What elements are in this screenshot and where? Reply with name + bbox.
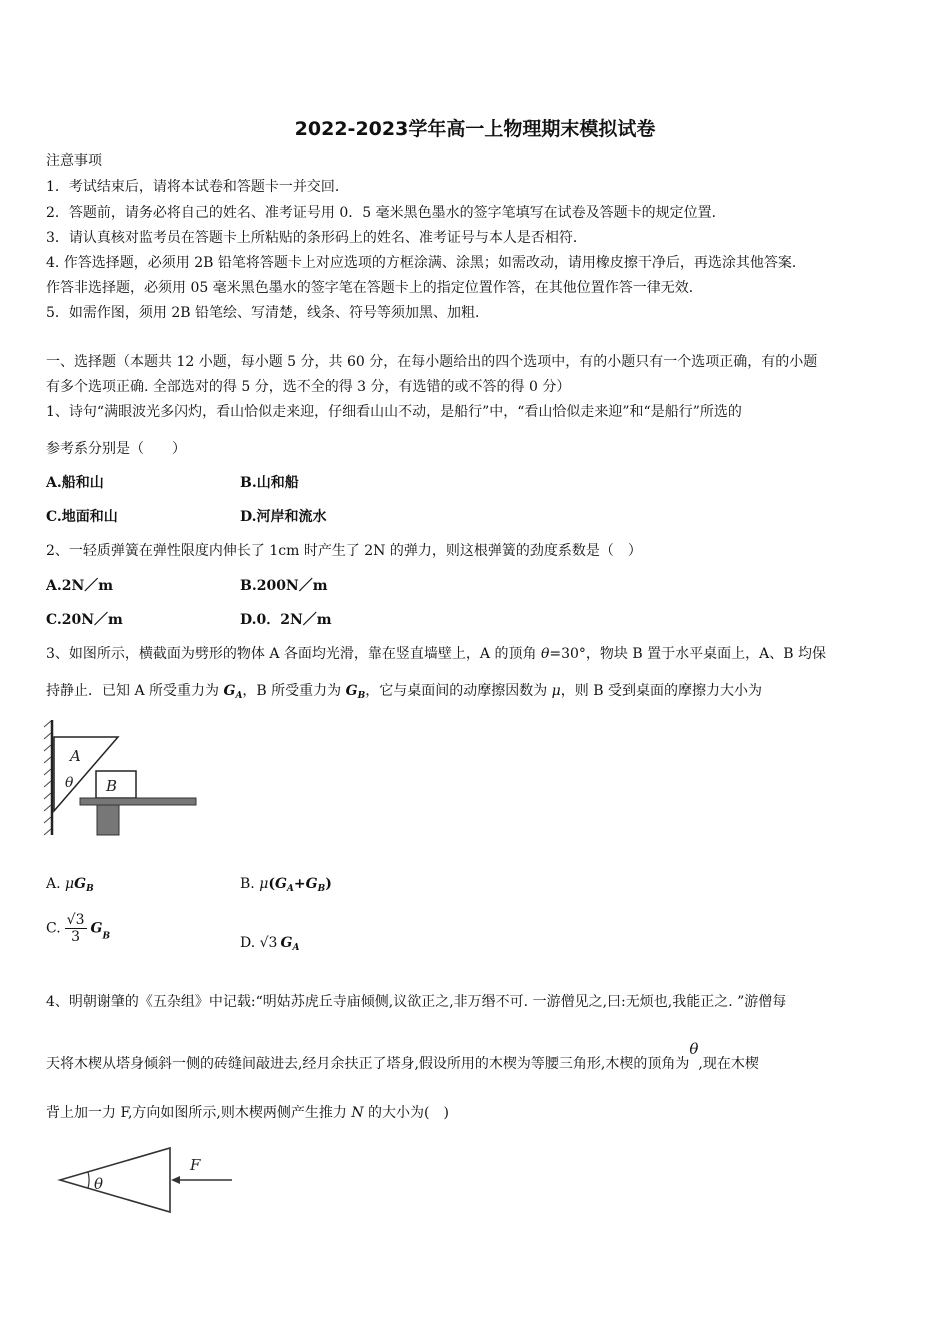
- label-theta: θ: [65, 775, 74, 791]
- plus-sign: +: [293, 876, 306, 892]
- sub-a: A: [235, 691, 243, 701]
- q3-text: ，B 所受重力为: [242, 683, 346, 699]
- label-a: A: [70, 747, 81, 765]
- q4-text: 背上加一力 F,方向如图所示,则木楔两侧产生推力: [46, 1105, 352, 1121]
- q4-stem-line3: [46, 1104, 449, 1122]
- theta-symbol: θ: [689, 1040, 699, 1058]
- fraction: [65, 912, 87, 945]
- g-symbol: G: [280, 935, 293, 951]
- mu-symbol: μ: [551, 683, 561, 699]
- sub-b: B: [86, 884, 94, 894]
- wedge-triangle: [60, 1148, 170, 1212]
- label-f: F: [190, 1156, 201, 1174]
- section-heading-line2: 有多个选项正确. 全部选对的得 5 分，选不全的得 3 分，有选错的或不答的得 0 分）: [46, 379, 571, 395]
- q1-stem-line2: 参考系分别是（ ）: [46, 441, 186, 457]
- sub-b: B: [317, 884, 326, 894]
- q1-stem-line1: 1、诗句“满眼波光多闪灼，看山恰似走来迎，仔细看山山不动，是船行”中，“看山恰似走来迎”和“是船行”所选的: [46, 404, 742, 420]
- q2-option-c: C.20N／m: [46, 612, 123, 628]
- theta-symbol: θ: [540, 646, 550, 662]
- q3-option-d: [240, 934, 299, 957]
- q2-option-b: B.200N／m: [240, 578, 328, 594]
- g-symbol: G: [90, 920, 103, 937]
- notice-item-4: 4. 作答选择题，必须用 2B 铅笔将答题卡上对应选项的方框涂满、涂黑；如需改动，请用橡皮擦干净后，再选涂其他答案．: [46, 255, 806, 271]
- label-theta: θ: [94, 1175, 104, 1193]
- q4-stem-line1: 4、明朝谢肇的《五杂组》中记载:“明姑苏虎丘寺庙倾侧,议欲正之,非万缗不可. 一游僧见之,曰:无烦也,我能正之. ”游僧每: [46, 994, 787, 1010]
- q3-wedge-figure: [40, 715, 202, 840]
- fraction-numerator: √3: [66, 912, 85, 928]
- table-leg: [97, 805, 119, 835]
- angle-arc: [88, 1172, 89, 1188]
- q4-text: 的大小为( ): [363, 1105, 449, 1121]
- g-symbol: G: [305, 876, 318, 892]
- q3-stem-line2: [46, 682, 762, 705]
- q2-option-a: A.2N／m: [46, 578, 114, 594]
- q4-text: ,现在木楔: [698, 1056, 759, 1072]
- q4-text: 天将木楔从塔身倾斜一侧的砖缝间敲进去,经月余扶正了塔身,假设所用的木楔为等腰三角形,木楔的顶角为: [46, 1056, 690, 1072]
- q3-text: 持静止．已知 A 所受重力为: [46, 683, 224, 699]
- sub-b: B: [102, 931, 111, 942]
- q3-option-b: [240, 875, 332, 898]
- label-b: B: [106, 777, 118, 795]
- page-title: 2022-2023学年高一上物理期末模拟试卷: [294, 118, 656, 140]
- mu-symbol: μ: [259, 876, 269, 892]
- q3-text: ，它与桌面间的动摩擦因数为: [365, 683, 552, 699]
- sub-a: A: [292, 943, 300, 953]
- q4-wedge-figure: [52, 1140, 242, 1220]
- paren-open: (: [268, 876, 275, 892]
- q2-option-d: D.0．2N／m: [240, 612, 332, 628]
- notice-item-2: 2．答题前，请务必将自己的姓名、准考证号用 0．5 毫米黑色墨水的签字笔填写在试卷及答题卡的规定位置．: [46, 205, 726, 221]
- q3-text: ，则 B 受到桌面的摩擦力大小为: [560, 683, 762, 699]
- g-symbol: G: [223, 683, 236, 699]
- notice-item-5: 5．如需作图，须用 2B 铅笔绘、写清楚，线条、符号等须加黑、加粗．: [46, 305, 490, 321]
- g-symbol: G: [345, 683, 358, 699]
- q3-option-a: [46, 875, 94, 898]
- option-prefix: D.: [240, 935, 260, 951]
- q1-option-d: D.河岸和流水: [240, 509, 327, 525]
- notice-item-1: 1．考试结束后，请将本试卷和答题卡一并交回．: [46, 179, 349, 195]
- fraction-denominator: 3: [71, 929, 81, 945]
- q3-text: =30°，物块 B 置于水平桌面上，A、B 均保: [549, 646, 826, 662]
- g-symbol: G: [274, 876, 287, 892]
- q3-option-c: [46, 912, 110, 945]
- mu-symbol: μ: [65, 876, 75, 892]
- sub-a: A: [286, 884, 294, 894]
- wall-hatching: [44, 721, 51, 835]
- option-prefix: C.: [46, 920, 61, 937]
- option-prefix: B.: [240, 876, 260, 892]
- g-symbol: G: [74, 876, 87, 892]
- q3-stem-line1: [46, 645, 826, 663]
- section-heading-line1: 一、选择题（本题共 12 小题，每小题 5 分，共 60 分，在每小题给出的四个选项中，有的小题只有一个选项正确，有的小题: [46, 354, 818, 370]
- sub-b: B: [357, 691, 366, 701]
- q3-text: 3、如图所示，横截面为劈形的物体 A 各面均光滑，靠在竖直墙壁上，A 的顶角: [46, 646, 541, 662]
- paren-close: ): [325, 876, 332, 892]
- q1-option-b: B.山和船: [240, 475, 299, 491]
- table-top: [80, 798, 196, 805]
- notice-item-4-cont: 作答非选择题，必须用 05 毫米黑色墨水的签字笔在答题卡上的指定位置作答，在其他位置作答一律无效．: [46, 280, 703, 296]
- force-arrow-head: [171, 1176, 180, 1184]
- q1-option-c: C.地面和山: [46, 509, 118, 525]
- n-symbol: N: [351, 1105, 364, 1121]
- notice-item-3: 3．请认真核对监考员在答题卡上所粘贴的条形码上的姓名、准考证号与本人是否相符．: [46, 230, 587, 246]
- option-prefix: A.: [46, 876, 66, 892]
- sqrt-three: √3: [259, 935, 278, 951]
- notice-heading: 注意事项: [46, 153, 102, 169]
- q4-stem-line2: [46, 1040, 759, 1073]
- q2-stem: 2、一轻质弹簧在弹性限度内伸长了 1cm 时产生了 2N 的弹力，则这根弹簧的劲度系数是（ ）: [46, 543, 642, 559]
- q1-option-a: A.船和山: [46, 475, 104, 491]
